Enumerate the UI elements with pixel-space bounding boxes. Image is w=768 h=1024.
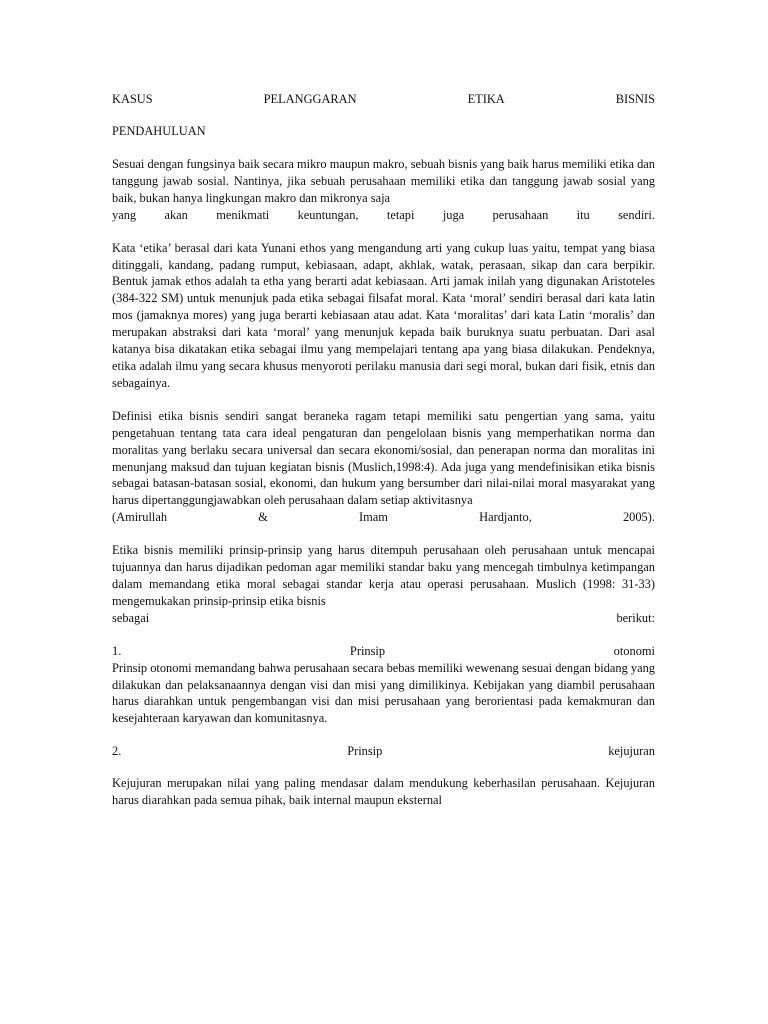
paragraph-text: Definisi etika bisnis sendiri sangat beraneka ragam tetapi memiliki satu pengertian yang sama, yaitu pengetahuan tentang tata cara ideal pengaturan dan pengelolaan bisnis yang memperhatikan norma dan moralitas yang berlaku secara universal dan secara ekonomi/sosial, dan penerapan norma dan moralitas ini menunjang maksud dan tujuan kegiatan bisnis (Muslich,1998:4). Ada juga yang mendefinisikan etika bisnis sebagai batasan-batasan sosial, ekonomi, dan hukum yang bersumber dari nilai-nilai moral masyarakat yang harus dipertanggungjawabkan oleh perusahaan dalam setiap aktivitasnya — [112, 408, 655, 508]
word: perusahaan — [492, 207, 549, 222]
word: otonomi — [613, 643, 655, 658]
section-heading: PENDAHULUAN — [112, 124, 206, 138]
paragraph-prinsip — [112, 542, 655, 627]
paragraph-last-line — [112, 207, 655, 224]
paragraph-last-line — [112, 509, 655, 526]
list-item-heading-kejujuran — [112, 743, 655, 760]
title-word: BISNIS — [615, 92, 655, 106]
word: tetapi — [386, 207, 415, 222]
word: berikut: — [616, 610, 655, 625]
document-title — [112, 91, 655, 108]
word: (Amirullah — [112, 510, 168, 525]
paragraph-definisi — [112, 408, 655, 526]
word: 2005). — [622, 510, 655, 525]
spacer — [112, 760, 655, 775]
list-number: 1. — [112, 643, 122, 658]
word: & — [258, 510, 268, 525]
paragraph-intro — [112, 156, 655, 224]
word: Prinsip — [349, 643, 386, 658]
paragraph-last-line — [112, 610, 655, 627]
title-word: ETIKA — [467, 92, 505, 106]
word: kejujuran — [608, 744, 655, 759]
word: itu — [576, 207, 590, 222]
word: keuntungan, — [297, 207, 359, 222]
word: yang — [112, 207, 137, 222]
paragraph-text: Etika bisnis memiliki prinsip-prinsip yang harus ditempuh perusahaan oleh perusahaan untuk mencapai tujuannya dan harus dijadikan pedoman agar memiliki standar baku yang mencegah timbulnya ketimpangan dalam memandang etika moral sebagai standar kerja atau operasi perusahaan. Muslich (1998: 31-33) mengemukakan prinsip-prinsip etika bisnis — [112, 543, 655, 608]
word: akan — [164, 207, 188, 222]
document-body — [112, 91, 655, 825]
word: Imam — [359, 510, 388, 525]
title-word: KASUS — [112, 92, 153, 106]
word: sebagai — [112, 610, 150, 625]
word: menikmati — [216, 207, 270, 222]
list-item-heading-otonomi — [112, 643, 655, 660]
title-word: PELANGGARAN — [263, 92, 357, 106]
paragraph-etika: Kata ‘etika’ berasal dari kata Yunani ethos yang mengandung arti yang cukup luas yaitu, tempat yang biasa ditinggali, kandang, padang rumput, kebiasaan, adapt, akhlak, watak, perasaan, sikap dan cara berpikir. Bentuk jamak ethos adalah ta etha yang berarti adat kebiasaan. Arti jamak inilah yang digunakan Aristoteles (384-322 SM) untuk menunjuk pada etika sebagai filsafat moral. Kata ‘moral’ sendiri berasal dari kata latin mos (jamaknya mores) yang juga berarti kebiasaan atau adat. Kata ‘moralitas’ dari kata Latin ‘moralis’ dan merupakan abstraksi dari kata ‘moral’ yang menunjuk kepada baik buruknya suatu perbuatan. Dari asal katanya bisa dikatakan etika sebagai ilmu yang mempelajari tentang apa yang biasa dilakukan. Pendeknya, etika adalah ilmu yang secara khusus menyoroti perilaku manusia dari segi moral, bukan dari fisik, etnis dan sebagainya. — [112, 240, 655, 390]
word: Hardjanto, — [479, 510, 532, 525]
paragraph-otonomi: Prinsip otonomi memandang bahwa perusahaan secara bebas memiliki wewenang sesuai dengan bidang yang dilakukan dan pelaksanaannya dengan visi dan misi yang dimilikinya. Kebijakan yang diambil perusahaan harus diarahkan untuk pengembangan visi dan misi perusahaan yang berorientasi pada kemakmuran dan kesejahteraan karyawan dan komunitasnya. — [112, 660, 655, 726]
list-number: 2. — [112, 744, 122, 759]
word: juga — [442, 207, 465, 222]
paragraph-kejujuran: Kejujuran merupakan nilai yang paling mendasar dalam mendukung keberhasilan perusahaan. Kejujuran harus diarahkan pada semua pihak, baik internal maupun eksternal — [112, 776, 655, 808]
word: Prinsip — [347, 744, 383, 759]
word: sendiri. — [618, 207, 655, 222]
paragraph-text: Sesuai dengan fungsinya baik secara mikro maupun makro, sebuah bisnis yang baik harus memiliki etika dan tanggung jawab sosial. Nantinya, jika sebuah perusahaan memiliki etika dan tanggung jawab sosial yang baik, bukan hanya lingkungan makro dan mikronya saja — [112, 157, 655, 205]
